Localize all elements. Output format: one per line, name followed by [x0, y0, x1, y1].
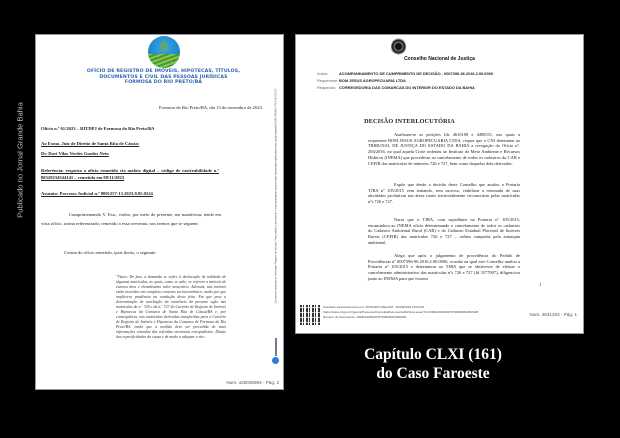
- court-name: Conselho Nacional de Justiça: [404, 56, 475, 62]
- registry-name-line: OFÍCIO DE REGISTRO DE IMÓVEIS, HIPOTECAS, TÍTULOS,: [86, 69, 241, 74]
- signature-link[interactable]: https://www.cnj.jus.br/pjecnj/Processo/ConsultaDocumento/listView.seam?x=23082218043979700000004390328: [323, 310, 479, 314]
- signature-line: Número do documento: 23082218043979700000004390328: [323, 315, 407, 319]
- page-number: Num. 4631263 - Pág. 1: [529, 312, 577, 317]
- meta-value: CORREGEDORIA DAS COMARCAS DO INTERIOR DO ESTADO DA BAHIA: [339, 85, 475, 90]
- signature-validation-text: Documento assinado no Assinador Registro de Imóveis. Para validar o documento e suas assinaturas acesse https://assinador.registrodeimoveis.org.br/validate/HHV8D-RPWEK-PVJFW-CAJYG: [274, 88, 278, 304]
- meta-key: Autos:: [317, 71, 329, 76]
- place-date: Formosa do Rio Preto/BA, dia 13 de novembro de 2023.: [159, 105, 263, 110]
- body-paragraph: Cumprimentando V. Exa., venho, por meio do presente, me manifestar, tendo em vista ofício, acima referenciado, remetido a essa serventia, nos termos que se seguem:: [41, 212, 221, 226]
- page-number: Num. 420036994 - Pág. 2: [226, 380, 279, 385]
- chapter-caption: [340, 345, 526, 383]
- coat-of-arms-icon: [391, 38, 406, 55]
- meta-key: Requerente:: [317, 78, 339, 83]
- case-meta-row: [317, 71, 493, 76]
- document-page-right: [295, 34, 584, 334]
- decision-paragraph: Analisam-se as petições Ids 4610108 e 4498511, nas quais a requerente BOM JESUS AGROPECUARIA LTDA. requer que o CNJ determine ao TRIBUNAL DE JUSTIÇA DO ESTADO DA BAHIA a revogação do Ofício nº. 204/2016, no qual aquela Corte ordenou ao Instituto do Meio Ambiente e Recursos Hídricos (INEMA) que procedesse ao cancelamento de todos os cadastros do CAR e CEFIR das matrículas de números 726 e 727, bem como daquelas dela derivadas.: [368, 132, 520, 166]
- signer-dot-icon: [272, 357, 279, 364]
- body-paragraph: Consta do ofício remetido, ipsis literis, o seguinte:: [64, 250, 157, 255]
- chapter-caption-line: Capítulo CLXI (161): [364, 346, 502, 363]
- signer-logo-icon: [271, 338, 280, 364]
- signature-validation-note: [273, 41, 279, 351]
- decision-paragraph: Alega que após o julgamento de procedência do Pedido de Providências nº 0007396-96.2016.2.00.0000, ocasião na qual este Conselho anulou a Portaria nº 105/2015 e determinou ao TJBA que se abstivesse de efetuar o cancelamento administrativo das matrículas nºs 726 e 727 (Id 3577907), diligenciou junto ao INEMA para que fossem: [368, 253, 520, 281]
- electronic-signature: [323, 305, 478, 320]
- registry-name: [36, 69, 283, 86]
- document-page-left: [35, 34, 284, 390]
- side-caption: [10, 95, 30, 225]
- assunto: Assunto: Processo Judicial n.º 8001257-13.2023.8.05.0224: [41, 191, 153, 196]
- inner-page-number: 1: [539, 282, 542, 287]
- quoted-text: "Vistos. De fato, a demanda se refere à declaração de nulidade de algumas matrículas, as quais, como se sabe, se referem a imóveis de extensa área e elevadíssimo valor monetário. Ademais, tais imóveis estão inseridos em complexo contexto socioeconômico, razão por que implica-se prudência na condução deste feito. Em que pese a determinação de averbação da existência da presente ação nas matrículas de n.º 726 e da n.º 727 do Cartório de Registro de Imóveis e Hipotecas da Comarca de Santa Rita de Cássia/BA e, por consequência, nas matrículas derivadas transferidas para o Cartório de Registro de Imóveis e Hipotecas da Comarca de Formosa do Rio Preto/BA, tendo que a medida deve ser precedida de mais informações oriundas das referidas serventias extrajudiciais. Diante das especificidades da causa e de modo a adequar o rito: [116, 275, 226, 339]
- chapter-caption-line: do Caso Faroeste: [376, 365, 490, 382]
- case-meta-row: [317, 85, 475, 90]
- meta-value: BOM JESUS AGROPECUARIA LTDA: [339, 78, 406, 83]
- case-meta-row: [317, 78, 406, 83]
- side-caption-text: Publicado no Jornal Grande Bahia: [15, 102, 25, 218]
- decision-title: DECISÃO INTERLOCUTÓRIA: [364, 118, 455, 125]
- registry-logo-icon: [148, 36, 180, 68]
- oficio-number: Ofício n.º 61/2023 – RITDPJ de Formosa do Rio Preto/BA: [41, 126, 155, 131]
- registry-name-line: DOCUMENTOS E CIVIL DAS PESSOAS JURÍDICAS: [99, 74, 228, 80]
- registry-name-line: FORMOSA DO RIO PRETO/BA: [124, 80, 203, 86]
- signature-line: Assinado eletronicamente por: RICHARD PAE KIM - 22/08/2023 18:04:26: [323, 305, 425, 309]
- qr-code-icon[interactable]: [300, 305, 320, 325]
- meta-key: Requerido:: [317, 85, 337, 90]
- decision-paragraph: Narra que o TJBA, com supedâneo na Portaria nº 105/2015, encaminhou ao INEMA ofício determinando o cancelamento de todos os cadastros do Cadastro Ambiental Rural (CAR) e do Cadastro Estadual Florestal de Imóveis Rurais (CEFIR) das matrículas 726 e 727 – ordem cumprida pela autarquia ambiental.: [368, 217, 520, 245]
- field-icon: [148, 54, 180, 68]
- tree-icon: [160, 41, 168, 51]
- addressee-line2: Dr. Davi Vilas Verdes Guedes Neto: [41, 151, 109, 156]
- decision-paragraph: Expõe que desde a decisão deste Conselho que anulou a Portaria TJBA nº 105/2015 vem tentando, sem sucesso, viabilizar a retomada de suas atividades produtivas nas áreas rurais territorialmente circunscritas pelas matrículas nºs 726 e 727.: [368, 182, 520, 205]
- signer-wordmark: [272, 338, 279, 356]
- addressee-line1: Ao Exmo. Juiz de Direito de Santa Rita de Cássia:: [41, 141, 140, 146]
- referencia: Referência: resposta a ofício remetido via malote digital – código de rastreabilidade n.º 80520234544141 – remetido em 08/11/2023: [41, 168, 219, 180]
- meta-value: ACOMPANHAMENTO DE CUMPRIMENTO DE DECISÃO - 0007396-96.2016.2.00.0000: [339, 71, 493, 76]
